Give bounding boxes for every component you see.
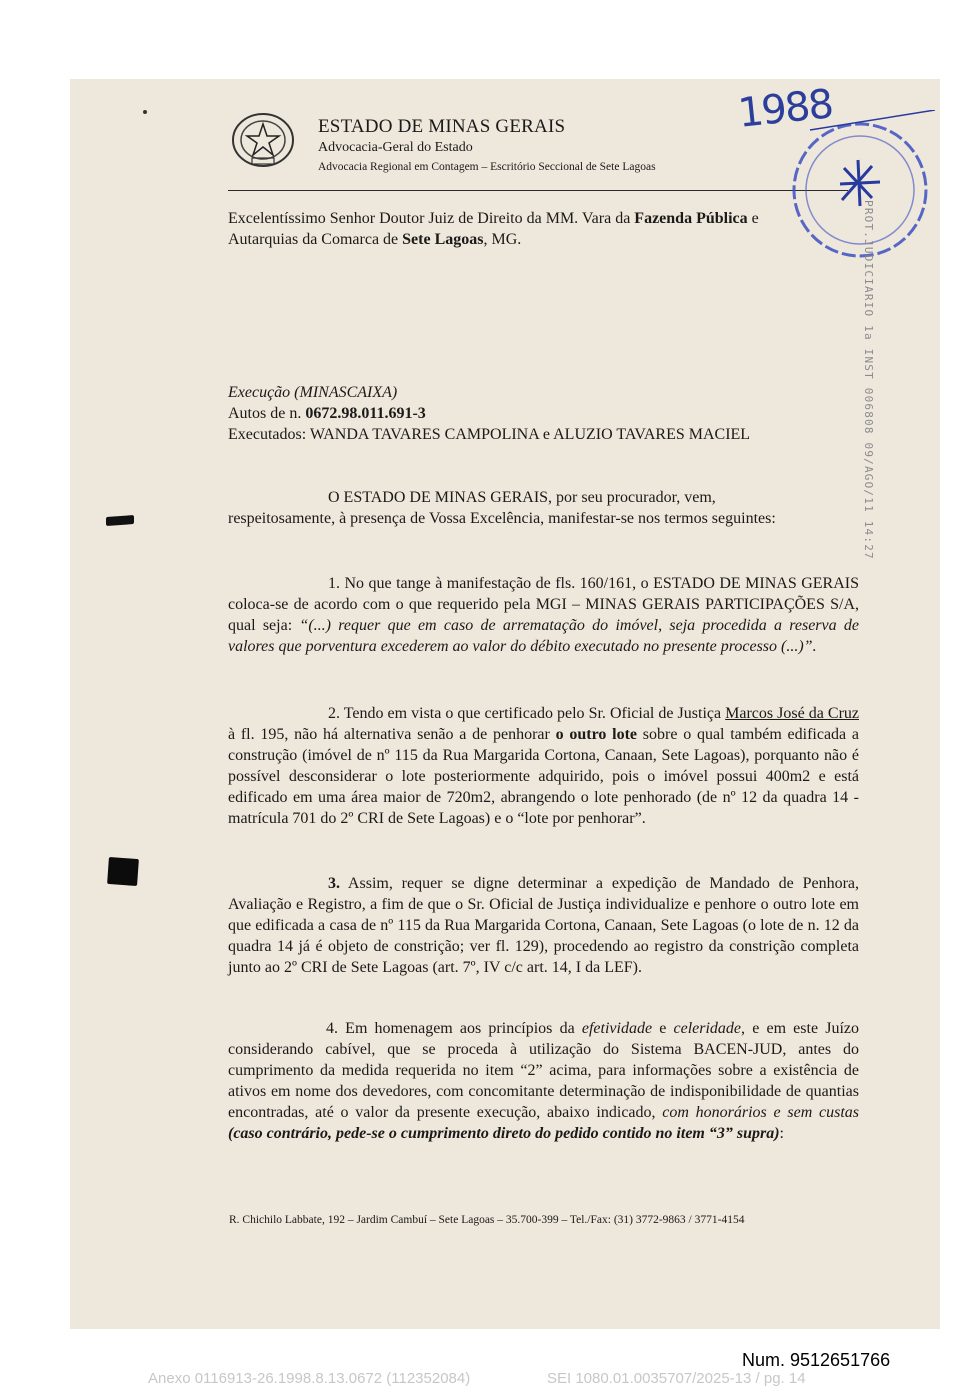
- case-number: 0672.98.011.691-3: [305, 405, 426, 422]
- header-office: Advocacia Regional em Contagem – Escritório Seccional de Sete Lagoas: [318, 161, 656, 173]
- executados: Executados: WANDA TAVARES CAMPOLINA e ALUZIO TAVARES MACIEL: [228, 426, 751, 443]
- header-subtitle: Advocacia-Geral do Estado: [318, 140, 473, 155]
- item-1: 1. No que tange à manifestação de fls. 160/161, o ESTADO DE MINAS GERAIS coloca-se de acordo com o que requerido pela MGI – MINAS GERAIS PARTICIPAÇÕES S/A, qual seja: “(...) requer que em caso de arrematação do imóvel, seja procedida a reserva de valores que porventura excederem ao valor do débito executado no presente processo (...)”.: [228, 575, 860, 655]
- state-coat-of-arms: [230, 112, 296, 170]
- handwritten-page-number: 1988: [735, 81, 834, 137]
- item-3: 3. Assim, requer se digne determinar a expedição de Mandado de Penhora, Avaliação e Registro, a fim de que o Sr. Oficial de Justiça individualize e penhore o outro lote em que edificada a casa de nº 115 da Rua Margarida Cortona, Canaan, Sete Lagoas (o lote de n. 12 da quadra 14 já é objeto de constrição; ver fl. 129), procedendo ao registro da constrição completa junto ao 2º CRI de Sete Lagoas (art. 7º, IV c/c art. 14, I da LEF).: [228, 875, 859, 976]
- letterhead-footer: R. Chichilo Labbate, 192 – Jardim Cambuí – Sete Lagoas – 35.700-399 – Tel./Fax: (31) 3772-9863 / 3771-4154: [229, 1214, 745, 1226]
- document-number: Num. 9512651766: [742, 1350, 891, 1370]
- annex-reference: Anexo 0116913-26.1998.8.13.0672 (112352084): [148, 1370, 471, 1387]
- header-divider: [228, 190, 848, 191]
- sei-reference: SEI 1080.01.0035707/2025-13 / pg. 14: [547, 1370, 806, 1387]
- case-info: Execução (MINASCAIXA) Autos de n. 0672.98.011.691-3 Executados: WANDA TAVARES CAMPOLINA e ALUZIO TAVARES MACIEL: [228, 384, 751, 443]
- addressee: Excelentíssimo Senhor Doutor Juiz de Direito da MM. Vara da Fazenda Pública e Autarquias da Comarca de Sete Lagoas, MG.: [228, 210, 759, 248]
- item-2: 2. Tendo em vista o que certificado pelo Sr. Oficial de Justiça Marcos José da Cruz à fl. 195, não há alternativa senão a de penhorar o outro lote sobre o qual também edificada a construção (imóvel de nº 115 da Rua Margarida Cortona, Canaan, Sete Lagoas), porquanto não é possível desconsiderar o lote posteriormente adquirido, pois o imóvel possui 400m2 e está edificado em uma área maior de 720m2, abrangendo o lote penhorado (de nº 12 da quadra 14 - matrícula 701 do 2º CRI de Sete Lagoas) e o “lote por penhorar”.: [228, 705, 860, 827]
- case-type: Execução (MINASCAIXA): [228, 384, 398, 401]
- intro-paragraph: O ESTADO DE MINAS GERAIS, por seu procurador, vem, respeitosamente, à presença de Vossa Excelência, manifestar-se nos termos seguintes:: [228, 489, 776, 527]
- officer-name: Marcos José da Cruz: [725, 705, 859, 722]
- scan-speck: [143, 110, 147, 114]
- punch-hole-mark: [107, 857, 139, 886]
- protocol-stamp: PROT.JUDICIARIO 1a INST 006808 09/AGO/11 14:27: [862, 200, 875, 560]
- header-title: ESTADO DE MINAS GERAIS: [318, 116, 566, 137]
- item-4: 4. Em homenagem aos princípios da efetividade e celeridade, e em este Juízo considerando cabível, que se proceda à utilização do Sistema BACEN-JUD, antes do cumprimento da medida requerida no item “2” acima, para informações sobre a existência de ativos em nome dos devedores, com concomitante determinação de indisponibilidade de quantias encontradas, até o valor da presente execução, abaixo indicado, com honorários e sem custas (caso contrário, pede-se o cumprimento direto do pedido contido no item “3” supra):: [228, 1020, 860, 1142]
